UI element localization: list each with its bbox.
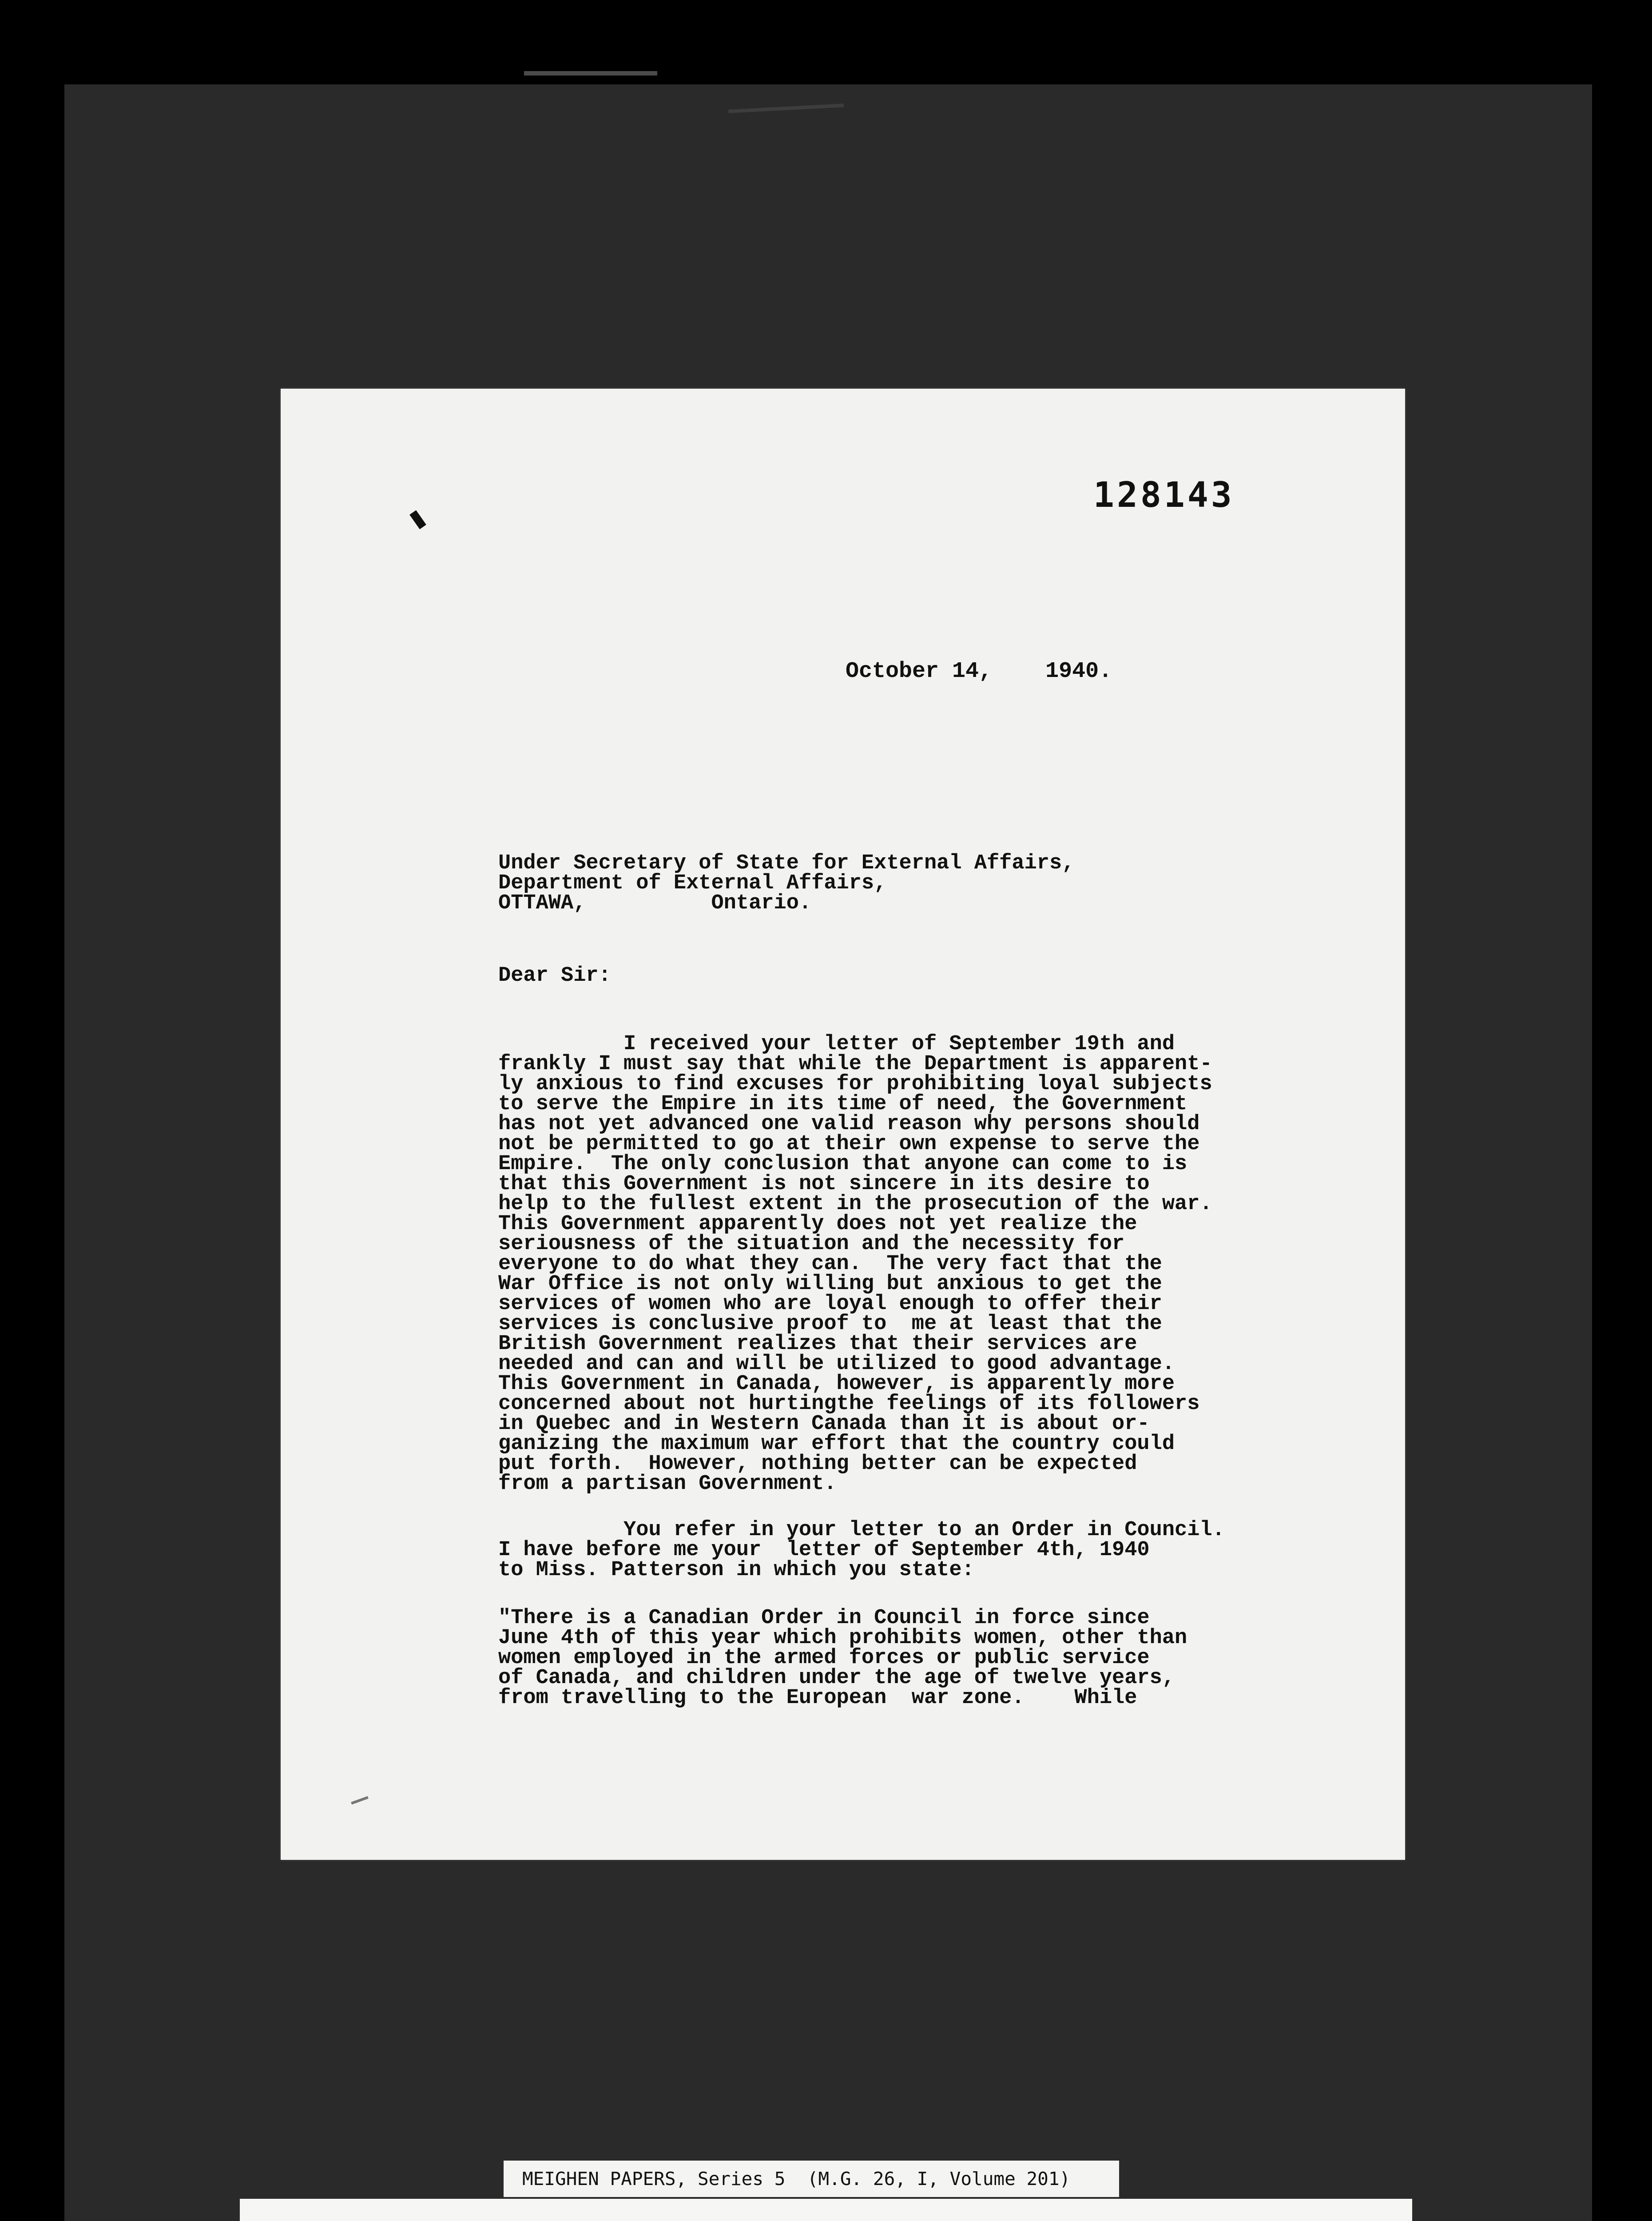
letter-date: October 14, 1940. (846, 659, 1112, 684)
body-line: I have before me your letter of September 4th, 1940 (498, 1538, 1150, 1562)
body-line: War Office is not only willing but anxious to get the (498, 1272, 1162, 1296)
quote-line: "There is a Canadian Order in Council in force since (498, 1606, 1150, 1630)
quote-line: women employed in the armed forces or public service (498, 1646, 1150, 1670)
body-line: Empire. The only conclusion that anyone can come to is (498, 1152, 1187, 1176)
body-line: put forth. However, nothing better can be expected (498, 1452, 1137, 1476)
body-line: British Government realizes that their services are (498, 1332, 1137, 1356)
pencil-mark (351, 1796, 369, 1804)
corner-mark (409, 510, 426, 529)
film-mark (524, 71, 657, 76)
quote-line: June 4th of this year which prohibits women, other than (498, 1626, 1187, 1650)
body-line: ganizing the maximum war effort that the country could (498, 1432, 1175, 1456)
address-line: OTTAWA, Ontario. (498, 892, 812, 915)
body-line: I received your letter of September 19th and (498, 1032, 1175, 1056)
quote-line: of Canada, and children under the age of twelve years, (498, 1666, 1175, 1690)
body-line: services is conclusive proof to me at least that the (498, 1312, 1162, 1336)
body-line: frankly I must say that while the Department is apparent- (498, 1052, 1212, 1076)
body-line: needed and can and will be utilized to good advantage. (498, 1352, 1175, 1376)
body-line: This Government apparently does not yet realize the (498, 1212, 1137, 1236)
body-line: from a partisan Government. (498, 1472, 837, 1496)
body-line: help to the fullest extent in the prosecution of the war. (498, 1192, 1212, 1216)
body-line: in Quebec and in Western Canada than it is about or- (498, 1412, 1150, 1436)
body-line: services of women who are loyal enough to offer their (498, 1292, 1162, 1316)
body-line: ly anxious to find excuses for prohibiting loyal subjects (498, 1072, 1212, 1096)
body-line: everyone to do what they can. The very fact that the (498, 1252, 1162, 1276)
body-line: concerned about not hurtingthe feelings of its followers (498, 1392, 1200, 1416)
letter-page (281, 389, 1405, 1860)
address-line: Under Secretary of State for External Affairs, (498, 852, 1075, 875)
address-line: Department of External Affairs, (498, 872, 887, 895)
body-line: that this Government is not sincere in its desire to (498, 1172, 1150, 1196)
quote-line: from travelling to the European war zone. While (498, 1686, 1137, 1710)
body-line: You refer in your letter to an Order in Council. (498, 1518, 1225, 1542)
body-line: not be permitted to go at their own expense to serve the (498, 1132, 1200, 1156)
body-line: seriousness of the situation and the necessity for (498, 1232, 1125, 1256)
document-number: 128143 (1093, 475, 1235, 515)
body-line: This Government in Canada, however, is apparently more (498, 1372, 1175, 1396)
salutation: Dear Sir: (498, 964, 611, 987)
body-line: to serve the Empire in its time of need, the Government (498, 1092, 1187, 1116)
collection-reference-label: MEIGHEN PAPERS, Series 5 (M.G. 26, I, Volume 201) (504, 2161, 1119, 2197)
body-line: has not yet advanced one valid reason why persons should (498, 1112, 1200, 1136)
archives-stamp-card (240, 2199, 1412, 2221)
body-line: to Miss. Patterson in which you state: (498, 1558, 974, 1582)
